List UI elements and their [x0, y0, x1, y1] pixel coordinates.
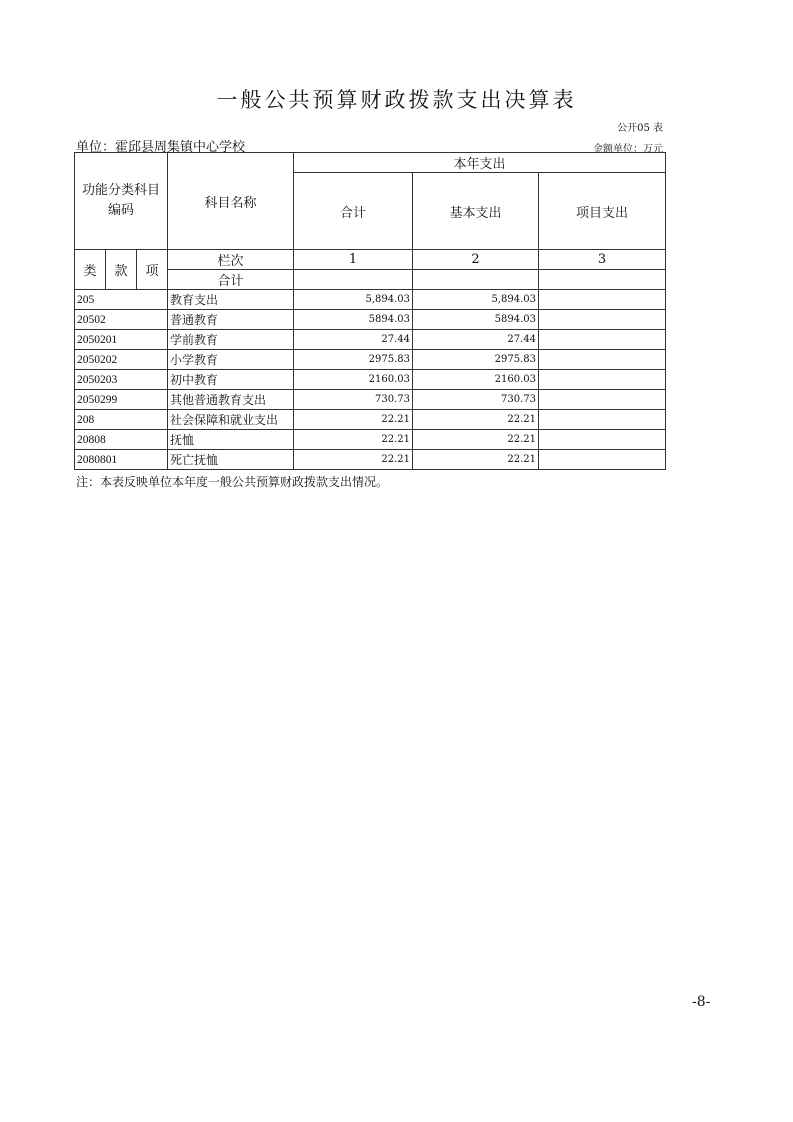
header-subject-name: 科目名称: [168, 153, 294, 250]
col-number-3: 3: [539, 250, 666, 270]
table-row: [75, 450, 666, 470]
row-name: 学前教育: [168, 330, 294, 350]
sum-basic: [413, 270, 539, 290]
row-project: [539, 310, 666, 330]
sum-row-label: 合计: [168, 270, 294, 290]
row-code: 20808: [75, 430, 168, 450]
row-total: 5894.03: [294, 310, 413, 330]
row-code: 2050203: [75, 370, 168, 390]
page-title: 一般公共预算财政拨款支出决算表: [216, 88, 577, 112]
row-code: 2050299: [75, 390, 168, 410]
row-basic: 22.21: [413, 430, 539, 450]
col-number-2: 2: [413, 250, 539, 270]
row-total: 27.44: [294, 330, 413, 350]
header-xiang: 项: [137, 250, 168, 290]
row-code: 2080801: [75, 450, 168, 470]
table-note: 注：本表反映单位本年度一般公共预算财政拨款支出情况。: [76, 475, 389, 489]
row-basic: 2975.83: [413, 350, 539, 370]
row-project: [539, 430, 666, 450]
table-row: [75, 370, 666, 390]
row-basic: 730.73: [413, 390, 539, 410]
col-number-1: 1: [294, 250, 413, 270]
row-name: 初中教育: [168, 370, 294, 390]
page-number: -8-: [692, 994, 711, 1010]
sum-total: [294, 270, 413, 290]
table-row: [75, 430, 666, 450]
row-basic: 22.21: [413, 410, 539, 430]
table-row: [75, 310, 666, 330]
row-basic: 5,894.03: [413, 290, 539, 310]
header-kuan: 款: [106, 250, 137, 290]
row-total: 5,894.03: [294, 290, 413, 310]
row-total: 22.21: [294, 410, 413, 430]
expenditure-table: [74, 152, 666, 470]
money-unit: 金额单位：万元: [593, 144, 663, 155]
row-project: [539, 350, 666, 370]
row-total: 730.73: [294, 390, 413, 410]
header-project: 项目支出: [539, 173, 666, 250]
row-basic: 22.21: [413, 450, 539, 470]
unit-label: 单位：霍邱县周集镇中心学校: [76, 140, 246, 155]
row-total: 2160.03: [294, 370, 413, 390]
row-total: 22.21: [294, 450, 413, 470]
header-column-no: 栏次: [168, 250, 294, 270]
row-name: 小学教育: [168, 350, 294, 370]
row-total: 22.21: [294, 430, 413, 450]
row-name: 教育支出: [168, 290, 294, 310]
row-project: [539, 370, 666, 390]
row-name: 死亡抚恤: [168, 450, 294, 470]
header-current-year: 本年支出: [294, 153, 666, 173]
header-lei: 类: [75, 250, 106, 290]
row-total: 2975.83: [294, 350, 413, 370]
row-code: 20502: [75, 310, 168, 330]
row-name: 抚恤: [168, 430, 294, 450]
form-id: 公开05 表: [617, 123, 663, 134]
row-name: 社会保障和就业支出: [168, 410, 294, 430]
header-func-code: 功能分类科目编码: [75, 153, 168, 250]
row-project: [539, 450, 666, 470]
row-basic: 27.44: [413, 330, 539, 350]
header-basic: 基本支出: [413, 173, 539, 250]
header-total: 合计: [294, 173, 413, 250]
row-basic: 5894.03: [413, 310, 539, 330]
table-row: [75, 330, 666, 350]
row-basic: 2160.03: [413, 370, 539, 390]
row-project: [539, 290, 666, 310]
row-project: [539, 390, 666, 410]
row-name: 其他普通教育支出: [168, 390, 294, 410]
row-name: 普通教育: [168, 310, 294, 330]
row-code: 205: [75, 290, 168, 310]
row-project: [539, 330, 666, 350]
table-row: [75, 390, 666, 410]
row-code: 2050201: [75, 330, 168, 350]
sum-project: [539, 270, 666, 290]
table-row: [75, 290, 666, 310]
row-code: 208: [75, 410, 168, 430]
table-row: [75, 410, 666, 430]
table-row: [75, 350, 666, 370]
row-project: [539, 410, 666, 430]
row-code: 2050202: [75, 350, 168, 370]
